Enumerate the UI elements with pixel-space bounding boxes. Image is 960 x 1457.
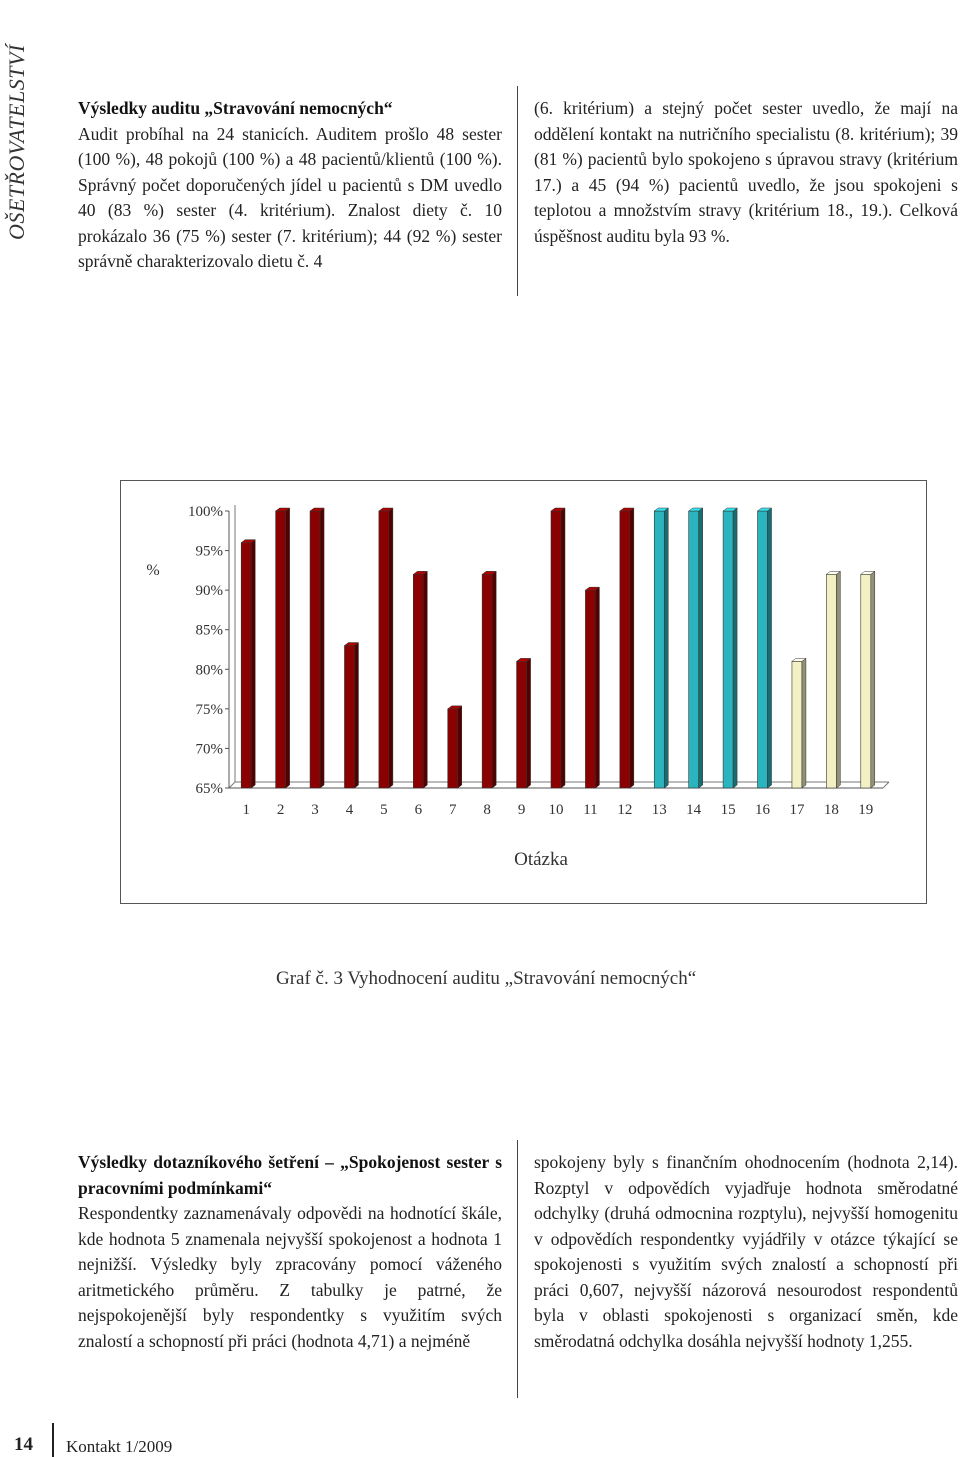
x-axis-label: Otázka [514, 849, 568, 870]
column-divider-bottom [517, 1140, 518, 1398]
bar-1 [241, 543, 251, 788]
bar-6-side [423, 571, 427, 788]
bar-1-side [251, 540, 255, 788]
x-tick-label: 16 [755, 802, 771, 818]
y-axis-label: % [146, 562, 160, 579]
x-tick-label: 12 [617, 802, 633, 818]
bar-2-side [286, 508, 290, 788]
survey-text-left: Respondentky zaznamenávaly odpovědi na hodnotící škále, kde hodnota 5 znamenala nejvyšší spokojenost a hodnota 1 nejnižší. Výsledky byly zpracovány pomocí váženého aritmetického průměru. Z tabulky je patrné, že nejspokojenější byly respondentky s využitím svých znalostí a schopností při práci (hodnota 4,71) a nejméně [78, 1203, 502, 1351]
bar-11-side [595, 587, 599, 788]
bar-9 [517, 661, 527, 788]
x-tick-label: 18 [823, 802, 839, 818]
bar-11 [585, 590, 595, 788]
survey-text-right: spokojeny byly s finančním ohodnocením (hodnota 2,14). Rozptyl v odpovědích vyjadřuje hodnota směrodatné odchylky (druhá odmocnina rozptylu), nejvyšší homogenitu v odpovědích respondentky vyjádřily v otázce týkající se spokojenosti s využitím svých znalostí a schopností při práci 0,607, nejvyšší názorová nesourodost respondentů byla v oblasti spokojenosti s organizací směn, kde směrodatná odchylka dosáhla nejvyšší hodnoty 1,255. [534, 1152, 958, 1351]
bar-14-side [699, 508, 703, 788]
bar-10-side [561, 508, 565, 788]
bar-3-side [320, 508, 324, 788]
bar-12-side [630, 508, 634, 788]
x-tick-label: 10 [548, 802, 564, 818]
y-tick-label: 70% [195, 741, 223, 758]
bar-15-side [733, 508, 737, 788]
x-tick-label: 9 [517, 802, 526, 818]
bar-5 [379, 511, 389, 788]
bar-17-side [802, 658, 806, 788]
y-tick-label: 85% [195, 622, 223, 639]
bar-9-side [527, 658, 531, 788]
bar-14 [689, 511, 699, 788]
x-tick-label: 13 [651, 802, 667, 818]
bar-7 [448, 709, 458, 788]
bar-4 [344, 646, 354, 788]
page-number: 14 [14, 1434, 33, 1455]
x-tick-label: 14 [686, 802, 702, 818]
x-tick-label: 17 [789, 802, 805, 818]
vertical-title-text: OŠETŘOVATELSTVÍ [4, 44, 29, 240]
bar-13 [654, 511, 664, 788]
bar-7-side [458, 706, 462, 788]
vertical-section-title [2, 0, 32, 260]
bar-8 [482, 574, 492, 788]
audit-text-right: (6. kritérium) a stejný počet sester uvedlo, že mají na oddělení kontakt na nutričního specialistu (8. kritérium); 39 (81 %) pacientů bylo spokojeno s úpravou stravy (kritérium 17.) a 45 (94 %) pacientů uvedlo, že jsou spokojeni s teplotou a množstvím stravy (kritérium 18., 19.). Celková úspěšnost auditu byla 93 %. [534, 98, 958, 246]
bar-8-side [492, 571, 496, 788]
bar-5-side [389, 508, 393, 788]
y-tick-label: 65% [195, 781, 223, 797]
bar-3 [310, 511, 320, 788]
x-tick-label: 1 [242, 802, 250, 818]
audit-text-left: Audit probíhal na 24 stanicích. Auditem prošlo 48 sester (100 %), 48 pokojů (100 %) a 48 pacientů/klientů (100 %). Správný počet doporučených jídel u pacientů s DM uvedlo 40 (83 %) sester (4. kritérium). Znalost diety č. 10 prokázalo 36 (75 %) sester (7. kritérium); 44 (92 %) sester správně charakterizovalo dietu č. 4 [78, 123, 502, 271]
column-divider-top [517, 86, 518, 296]
y-tick-label: 80% [195, 662, 223, 679]
bar-16-side [768, 508, 772, 788]
x-tick-label: 19 [858, 802, 874, 818]
x-tick-label: 15 [720, 802, 736, 818]
x-tick-label: 6 [414, 802, 423, 818]
x-tick-label: 3 [311, 802, 319, 818]
plot-floor-right [883, 782, 889, 788]
top-left-column [78, 96, 502, 275]
survey-heading: Výsledky dotazníkového šetření – „Spokojenost sester s pracovními podmínkami“ [78, 1152, 502, 1198]
x-tick-label: 2 [276, 802, 285, 818]
bottom-right-column [534, 1150, 958, 1354]
x-tick-label: 8 [483, 802, 491, 818]
bar-2 [276, 511, 286, 788]
bar-4-side [354, 643, 358, 788]
plot-floor-edge [229, 782, 235, 788]
bar-13-side [664, 508, 668, 788]
y-tick-label: 90% [195, 583, 223, 600]
bar-12 [620, 511, 630, 788]
bar-6 [413, 574, 423, 788]
journal-name: Kontakt 1/2009 [66, 1437, 173, 1456]
audit-heading: Výsledky auditu „Stravování nemocných“ [78, 98, 393, 118]
x-tick-label: 5 [380, 802, 388, 818]
audit-bar-chart [121, 481, 925, 902]
top-right-column [534, 96, 958, 249]
bar-18-side [836, 571, 840, 788]
bar-15 [723, 511, 733, 788]
chart-caption: Graf č. 3 Vyhodnocení auditu „Stravování nemocných“ [276, 968, 697, 989]
x-tick-label: 11 [583, 802, 598, 818]
y-tick-label: 95% [195, 543, 223, 560]
bar-19-side [871, 571, 875, 788]
y-tick-label: 100% [188, 504, 223, 520]
x-tick-label: 7 [448, 802, 457, 818]
bar-18 [826, 574, 836, 788]
chart-frame [120, 480, 927, 904]
footer-rule [52, 1423, 54, 1457]
x-tick-label: 4 [345, 802, 354, 818]
bottom-left-column [78, 1150, 502, 1354]
bar-17 [792, 661, 802, 788]
bar-16 [758, 511, 768, 788]
bar-10 [551, 511, 561, 788]
y-tick-label: 75% [195, 701, 223, 718]
bar-19 [861, 574, 871, 788]
